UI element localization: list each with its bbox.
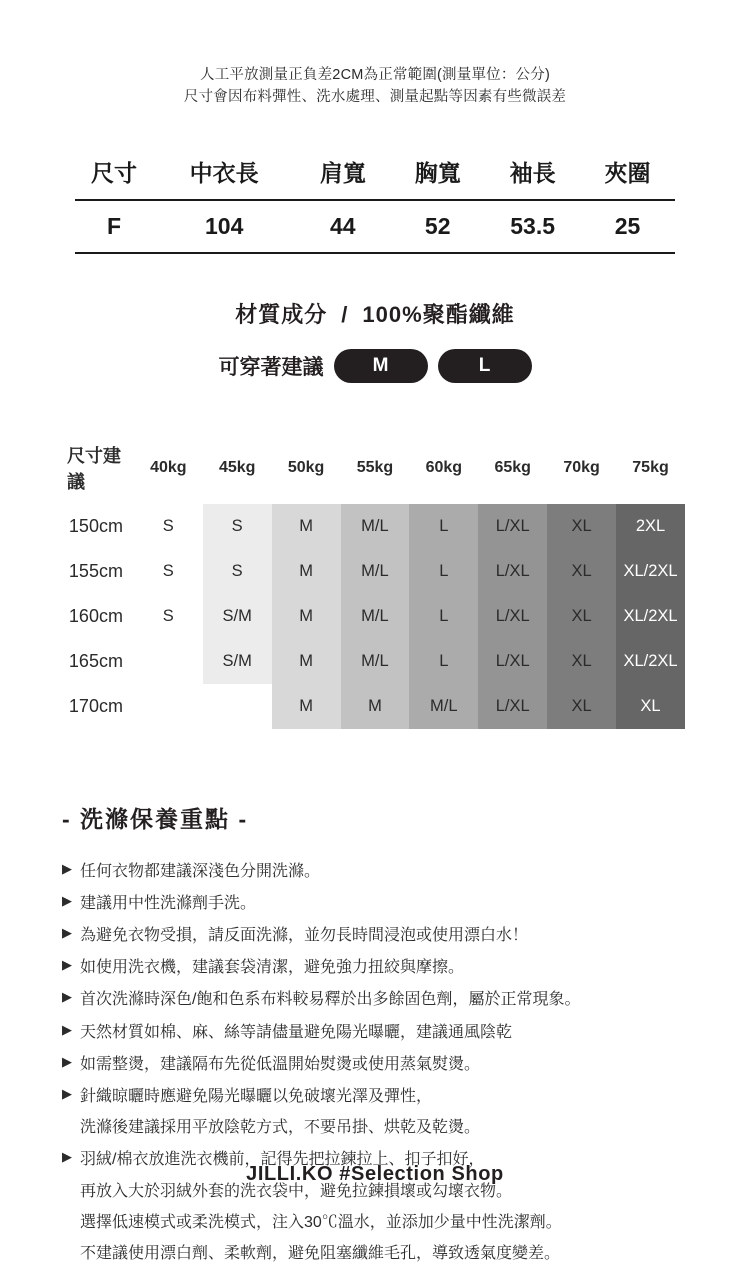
recommendation-cell: M/L	[341, 504, 410, 549]
size-table-head	[75, 149, 675, 200]
recommendation-height-label: 155cm	[68, 560, 123, 581]
recommendation-cell: M/L	[341, 594, 410, 639]
care-item-line: 天然材質如棉、麻、絲等請儘量避免陽光曝曬，建議通風陰乾	[80, 1023, 513, 1041]
care-item-line: 再放入大於羽絨外套的洗衣袋中，避免拉鍊損壞或勾壞衣物。	[80, 1182, 513, 1200]
recommendation-cell: M/L	[409, 684, 478, 729]
care-item-line: 不建議使用漂白劑、柔軟劑，避免阻塞纖維毛孔，導致透氣度變差。	[80, 1244, 561, 1262]
care-item-text	[80, 888, 750, 919]
care-item-text	[80, 920, 750, 951]
recommendation-cell: L	[409, 504, 478, 549]
recommendation-cell: 2XL	[616, 504, 685, 549]
recommendation-cell: L/XL	[478, 549, 547, 594]
recommendation-weight-header: 50kg	[287, 458, 325, 476]
table-row	[65, 504, 685, 549]
wearable-label: 可穿著建議	[218, 355, 324, 379]
size-table-header-row	[75, 149, 675, 200]
size-table-header-cell: 中衣長	[153, 149, 295, 200]
recommendation-cell: XL	[616, 684, 685, 729]
recommendation-cell: XL/2XL	[616, 639, 685, 684]
triangle-bullet-icon: ▶	[62, 1021, 72, 1037]
care-item-line: 為避免衣物受損，請反面洗滌，並勿長時間浸泡或使用漂白水！	[80, 927, 529, 945]
recommendation-weight-header: 65kg	[494, 458, 531, 476]
recommendation-cell: M	[341, 684, 410, 729]
size-table-cell: 44	[295, 200, 390, 253]
list-item	[62, 920, 750, 951]
recommendation-cell: M	[272, 504, 341, 549]
table-row	[75, 200, 675, 253]
size-table-cell: 25	[580, 200, 675, 253]
care-section-title: - 洗滌保養重點 -	[62, 805, 249, 832]
triangle-bullet-icon: ▶	[62, 989, 72, 1005]
recommendation-cell: L/XL	[478, 504, 547, 549]
material-value: 100%聚酯纖維	[362, 301, 515, 327]
recommendation-cell: XL	[547, 639, 616, 684]
material-separator: /	[341, 301, 349, 327]
recommendation-cell: M/L	[341, 549, 410, 594]
care-instruction-list	[62, 856, 750, 1269]
triangle-bullet-icon: ▶	[62, 1053, 72, 1069]
recommendation-cell: XL/2XL	[616, 549, 685, 594]
recommendation-weight-header: 70kg	[563, 458, 600, 476]
recommendation-cell	[134, 684, 203, 729]
care-item-text	[80, 1081, 750, 1143]
triangle-bullet-icon: ▶	[62, 892, 72, 908]
recommendation-cell: S	[203, 504, 272, 549]
recommendation-cell: XL/2XL	[616, 594, 685, 639]
recommendation-cell: L	[409, 594, 478, 639]
recommendation-height-label: 165cm	[68, 650, 123, 671]
recommendation-weight-header: 60kg	[425, 458, 463, 476]
list-item	[62, 1081, 750, 1143]
recommendation-cell: XL	[547, 594, 616, 639]
recommendation-cell	[134, 639, 203, 684]
size-recommendation-table	[65, 441, 685, 729]
recommendation-height-label: 150cm	[68, 515, 123, 536]
size-table	[75, 149, 675, 254]
care-item-line: 如需整燙，建議隔布先從低溫開始熨燙或使用蒸氣熨燙。	[80, 1055, 481, 1073]
size-table-header-cell: 胸寬	[390, 149, 485, 200]
recommendation-cell: S/M	[203, 594, 272, 639]
size-table-body	[75, 200, 675, 253]
recommendation-cell: S/M	[203, 639, 272, 684]
care-item-text	[80, 1049, 750, 1080]
recommendation-cell: XL	[547, 504, 616, 549]
recommendation-cell: L/XL	[478, 594, 547, 639]
care-item-line: 如使用洗衣機，建議套袋清潔，避免強力扭絞與摩擦。	[80, 959, 465, 977]
care-item-line: 洗滌後建議採用平放陰乾方式，不要吊掛、烘乾及乾燙。	[80, 1119, 481, 1137]
recommendation-weight-header: 45kg	[218, 458, 256, 476]
size-table-header-cell: 肩寬	[295, 149, 390, 200]
wearable-suggestion	[0, 349, 750, 383]
list-item	[62, 984, 750, 1015]
wearable-size-badge-m: M	[334, 349, 428, 383]
care-item-text	[80, 1017, 750, 1048]
care-item-text	[80, 952, 750, 983]
triangle-bullet-icon: ▶	[62, 925, 72, 941]
recommendation-table-body	[65, 504, 685, 729]
recommendation-cell: L	[409, 549, 478, 594]
size-table-header-cell: 尺寸	[75, 149, 153, 200]
list-item	[62, 856, 750, 887]
triangle-bullet-icon: ▶	[62, 1149, 72, 1165]
recommendation-cell: M	[272, 549, 341, 594]
list-item	[62, 952, 750, 983]
size-table-section	[75, 149, 675, 254]
recommendation-cell: L	[409, 639, 478, 684]
size-table-cell: 52	[390, 200, 485, 253]
table-row	[65, 684, 685, 729]
care-item-line: 首次洗滌時深色/飽和色系布料較易釋於出多餘固色劑，屬於正常現象。	[80, 991, 581, 1009]
size-table-header-cell: 夾圈	[580, 149, 675, 200]
material-label: 材質成分	[235, 301, 328, 327]
table-row	[65, 639, 685, 684]
material-line	[0, 298, 750, 329]
recommendation-cell	[203, 684, 272, 729]
care-instructions-section	[62, 801, 750, 1269]
care-item-text	[80, 856, 750, 887]
care-item-line: 建議用中性洗滌劑手洗。	[80, 894, 257, 912]
recommendation-cell: XL	[547, 684, 616, 729]
triangle-bullet-icon: ▶	[62, 957, 72, 973]
size-table-cell: F	[75, 200, 153, 253]
recommendation-cell: S	[203, 549, 272, 594]
size-recommendation-section	[65, 441, 685, 729]
list-item	[62, 1049, 750, 1080]
triangle-bullet-icon: ▶	[62, 1086, 72, 1101]
care-item-line: 任何衣物都建議深淺色分開洗滌。	[80, 862, 321, 880]
measurement-note-line-2: 尺寸會因布料彈性、洗水處理、測量起點等因素有些微誤差	[183, 89, 567, 106]
recommendation-cell: S	[134, 594, 203, 639]
measurement-notes	[0, 0, 750, 109]
size-table-header-cell: 袖長	[485, 149, 580, 200]
recommendation-header-row	[65, 441, 685, 504]
recommendation-cell: S	[134, 549, 203, 594]
wearable-size-badge-l: L	[438, 349, 532, 383]
care-item-text	[80, 984, 750, 1015]
recommendation-cell: M	[272, 684, 341, 729]
recommendation-height-label: 160cm	[68, 605, 123, 626]
shop-footer-brand: JILLI.KO #Selection Shop	[246, 1163, 504, 1185]
recommendation-cell: XL	[547, 549, 616, 594]
list-item	[62, 1017, 750, 1048]
care-item-line: 針織晾曬時應避免陽光曝曬以免破壞光澤及彈性，	[80, 1088, 433, 1105]
recommendation-weight-header: 75kg	[632, 458, 669, 476]
list-item	[62, 888, 750, 919]
recommendation-cell: S	[134, 504, 203, 549]
table-row	[65, 549, 685, 594]
recommendation-cell: M/L	[341, 639, 410, 684]
recommendation-weight-header: 40kg	[150, 458, 187, 476]
recommendation-table-head	[65, 441, 685, 504]
measurement-note-line-1: 人工平放測量正負差2CM為正常範圍(測量單位：公分)	[200, 67, 550, 83]
size-table-cell: 53.5	[485, 200, 580, 253]
care-item-line: 選擇低速模式或柔洗模式，注入30℃溫水，並添加少量中性洗潔劑。	[80, 1213, 562, 1231]
triangle-bullet-icon: ▶	[62, 860, 72, 876]
recommendation-cell: M	[272, 639, 341, 684]
recommendation-cell: L/XL	[478, 639, 547, 684]
recommendation-corner-label: 尺寸建議	[67, 445, 121, 492]
recommendation-height-label: 170cm	[68, 695, 123, 716]
recommendation-weight-header: 55kg	[356, 458, 394, 476]
care-item-line: 羽絨/棉衣放進洗衣機前，記得先把拉鍊拉上、扣子扣好，	[80, 1151, 485, 1169]
size-table-cell: 104	[153, 200, 295, 253]
recommendation-cell: L/XL	[478, 684, 547, 729]
recommendation-cell: M	[272, 594, 341, 639]
table-row	[65, 594, 685, 639]
